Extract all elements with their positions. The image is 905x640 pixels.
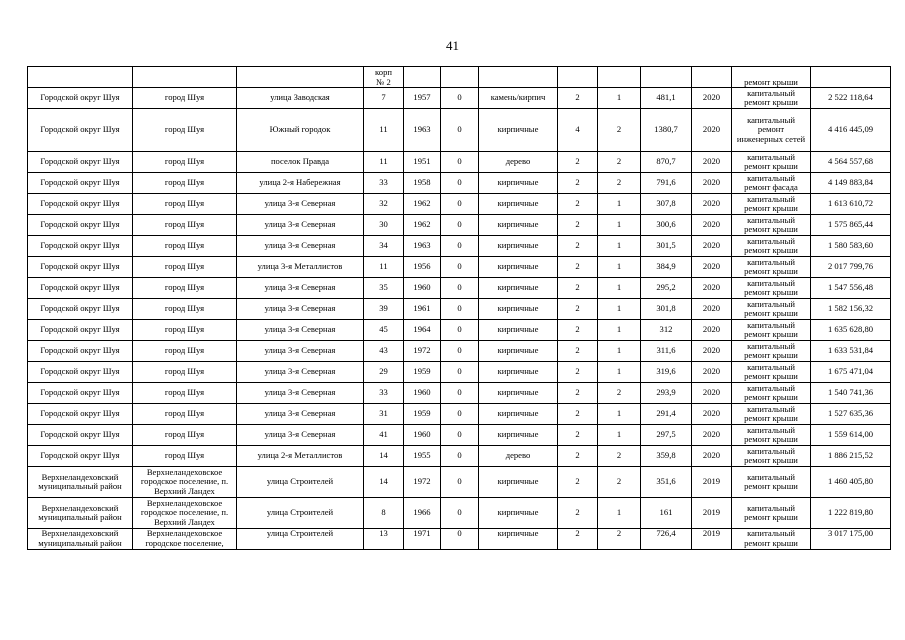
cell-cost: 1 582 156,32 (811, 299, 891, 320)
cell-wall-material: кирпичные (479, 383, 558, 404)
cell-year-built: 1962 (404, 194, 441, 215)
cell-wall-material: дерево (479, 152, 558, 173)
cell-municipality: Городской округ Шуя (28, 446, 133, 467)
cell-settlement: город Шуя (133, 215, 237, 236)
cell-settlement: город Шуя (133, 383, 237, 404)
cell-municipality: Городской округ Шуя (28, 299, 133, 320)
cell-year-plan: 2020 (692, 383, 732, 404)
cell-entrances: 2 (598, 529, 641, 550)
cell-area: 726,4 (641, 529, 692, 550)
cell-cost: 1 547 556,48 (811, 278, 891, 299)
cell-entrances: 1 (598, 425, 641, 446)
cell-year-plan: 2020 (692, 425, 732, 446)
cell-cost: 1 527 635,36 (811, 404, 891, 425)
cell-municipality: Верхнеландеховский муниципальный район (28, 498, 133, 529)
cell-entrances: 2 (598, 446, 641, 467)
cell-work-type: капитальный ремонт крыши (732, 278, 811, 299)
cell-year-renovated: 0 (441, 236, 479, 257)
cell-house-number: 39 (364, 299, 404, 320)
cell-wall-material: камень/кирпич (479, 88, 558, 109)
cell-house-number: 11 (364, 257, 404, 278)
cell-entrances: 1 (598, 194, 641, 215)
cell-work-type: капитальный ремонт крыши (732, 498, 811, 529)
cell-work-type: капитальный ремонт крыши (732, 257, 811, 278)
cell-area (641, 67, 692, 88)
cell-area: 297,5 (641, 425, 692, 446)
cell-year-built: 1972 (404, 467, 441, 498)
cell-year-built: 1960 (404, 425, 441, 446)
cell-cost: 2 017 799,76 (811, 257, 891, 278)
cell-settlement: город Шуя (133, 88, 237, 109)
cell-year-plan: 2020 (692, 446, 732, 467)
cell-year-built: 1955 (404, 446, 441, 467)
cell-floors: 2 (558, 425, 598, 446)
cell-street: улица 3-я Северная (237, 404, 364, 425)
cell-year-plan: 2020 (692, 173, 732, 194)
cell-settlement: Верхнеландеховское городское поселение, (133, 529, 237, 550)
cell-entrances: 1 (598, 278, 641, 299)
cell-area: 359,8 (641, 446, 692, 467)
cell-area: 384,9 (641, 257, 692, 278)
cell-year-renovated: 0 (441, 278, 479, 299)
cell-year-built: 1972 (404, 341, 441, 362)
cell-year-renovated: 0 (441, 215, 479, 236)
cell-work-type: капитальный ремонт крыши (732, 299, 811, 320)
cell-street: улица 3-я Северная (237, 341, 364, 362)
cell-work-type: капитальный ремонт крыши (732, 425, 811, 446)
cell-street: улица 3-я Северная (237, 215, 364, 236)
cell-entrances: 1 (598, 215, 641, 236)
table-body (28, 67, 891, 550)
cell-cost: 1 540 741,36 (811, 383, 891, 404)
cell-settlement: город Шуя (133, 173, 237, 194)
cell-entrances: 1 (598, 404, 641, 425)
cell-municipality: Городской округ Шуя (28, 215, 133, 236)
cell-street (237, 67, 364, 88)
cell-street: Южный городок (237, 109, 364, 152)
cell-wall-material: кирпичные (479, 425, 558, 446)
cell-work-type: капитальный ремонт крыши (732, 194, 811, 215)
cell-municipality (28, 67, 133, 88)
cell-municipality: Городской округ Шуя (28, 236, 133, 257)
cell-house-number: 33 (364, 383, 404, 404)
cell-floors: 2 (558, 362, 598, 383)
cell-year-renovated: 0 (441, 498, 479, 529)
table-row (28, 529, 891, 550)
cell-settlement: Верхнеландеховское городское поселение, п. Верхний Ландех (133, 498, 237, 529)
cell-entrances: 1 (598, 320, 641, 341)
cell-area: 351,6 (641, 467, 692, 498)
table-row (28, 67, 891, 88)
cell-street: улица 3-я Северная (237, 383, 364, 404)
cell-cost: 1 460 405,80 (811, 467, 891, 498)
cell-house-number: 35 (364, 278, 404, 299)
page-number: 41 (446, 38, 459, 53)
table-row (28, 467, 891, 498)
cell-municipality: Городской округ Шуя (28, 109, 133, 152)
cell-settlement: город Шуя (133, 362, 237, 383)
cell-floors: 2 (558, 215, 598, 236)
cell-area: 293,9 (641, 383, 692, 404)
cell-floors: 2 (558, 383, 598, 404)
cell-municipality: Городской округ Шуя (28, 404, 133, 425)
cell-area: 791,6 (641, 173, 692, 194)
cell-street: улица Строителей (237, 467, 364, 498)
cell-floors: 2 (558, 404, 598, 425)
cell-area: 481,1 (641, 88, 692, 109)
cell-year-renovated: 0 (441, 152, 479, 173)
table-row (28, 109, 891, 152)
cell-work-type: капитальный ремонт крыши (732, 236, 811, 257)
table-row (28, 299, 891, 320)
cell-settlement: город Шуя (133, 257, 237, 278)
cell-municipality: Городской округ Шуя (28, 383, 133, 404)
cell-house-number: 14 (364, 446, 404, 467)
cell-floors: 2 (558, 88, 598, 109)
cell-cost: 1 635 628,80 (811, 320, 891, 341)
cell-house-number: 11 (364, 152, 404, 173)
cell-year-built: 1951 (404, 152, 441, 173)
cell-settlement: город Шуя (133, 278, 237, 299)
cell-house-number: 7 (364, 88, 404, 109)
cell-municipality: Городской округ Шуя (28, 194, 133, 215)
cell-work-type: капитальный ремонт крыши (732, 88, 811, 109)
cell-year-plan: 2020 (692, 236, 732, 257)
table-row (28, 173, 891, 194)
cell-street: поселок Правда (237, 152, 364, 173)
cell-floors: 2 (558, 320, 598, 341)
cell-cost (811, 67, 891, 88)
cell-house-number: 33 (364, 173, 404, 194)
cell-house-number: 32 (364, 194, 404, 215)
cell-house-number: 41 (364, 425, 404, 446)
cell-cost: 1 559 614,00 (811, 425, 891, 446)
cell-municipality: Городской округ Шуя (28, 152, 133, 173)
cell-year-built: 1958 (404, 173, 441, 194)
cell-house-number: 11 (364, 109, 404, 152)
cell-wall-material: кирпичные (479, 362, 558, 383)
table-row (28, 152, 891, 173)
cell-street: улица 3-я Северная (237, 299, 364, 320)
cell-floors: 2 (558, 173, 598, 194)
cell-area: 307,8 (641, 194, 692, 215)
cell-floors: 2 (558, 278, 598, 299)
cell-year-plan: 2020 (692, 215, 732, 236)
cell-year-renovated: 0 (441, 446, 479, 467)
cell-year-renovated: 0 (441, 341, 479, 362)
cell-area: 319,6 (641, 362, 692, 383)
cell-street: улица Заводская (237, 88, 364, 109)
cell-entrances: 2 (598, 467, 641, 498)
cell-entrances (598, 67, 641, 88)
cell-municipality: Городской округ Шуя (28, 257, 133, 278)
table-row (28, 362, 891, 383)
cell-work-type: капитальный ремонт крыши (732, 467, 811, 498)
cell-year-plan: 2019 (692, 529, 732, 550)
cell-municipality: Городской округ Шуя (28, 341, 133, 362)
cell-floors: 4 (558, 109, 598, 152)
cell-year-renovated: 0 (441, 257, 479, 278)
table-row (28, 425, 891, 446)
cell-cost: 1 222 819,80 (811, 498, 891, 529)
cell-work-type: капитальный ремонт крыши (732, 404, 811, 425)
cell-year-renovated: 0 (441, 362, 479, 383)
table-row (28, 278, 891, 299)
cell-cost: 1 580 583,60 (811, 236, 891, 257)
cell-municipality: Городской округ Шуя (28, 278, 133, 299)
cell-work-type: капитальный ремонт инженерных сетей (732, 109, 811, 152)
cell-work-type: капитальный ремонт крыши (732, 383, 811, 404)
cell-entrances: 1 (598, 498, 641, 529)
cell-street: улица 3-я Северная (237, 194, 364, 215)
cell-wall-material: кирпичные (479, 404, 558, 425)
table-row (28, 341, 891, 362)
cell-house-number: 30 (364, 215, 404, 236)
cell-work-type: ремонт крыши (732, 67, 811, 88)
cell-year-plan: 2020 (692, 152, 732, 173)
cell-house-number: 31 (364, 404, 404, 425)
cell-cost: 1 633 531,84 (811, 341, 891, 362)
cell-street: улица Строителей (237, 529, 364, 550)
cell-work-type: капитальный ремонт крыши (732, 152, 811, 173)
cell-municipality: Городской округ Шуя (28, 362, 133, 383)
cell-wall-material: кирпичные (479, 498, 558, 529)
cell-floors: 2 (558, 467, 598, 498)
cell-house-number: 29 (364, 362, 404, 383)
cell-municipality: Городской округ Шуя (28, 425, 133, 446)
cell-entrances: 2 (598, 152, 641, 173)
cell-settlement: город Шуя (133, 404, 237, 425)
cell-floors: 2 (558, 299, 598, 320)
cell-wall-material: кирпичные (479, 194, 558, 215)
cell-settlement: город Шуя (133, 236, 237, 257)
cell-settlement: Верхнеландеховское городское поселение, п. Верхний Ландех (133, 467, 237, 498)
cell-floors: 2 (558, 152, 598, 173)
cell-cost: 4 149 883,84 (811, 173, 891, 194)
cell-wall-material: кирпичные (479, 173, 558, 194)
cell-year-plan: 2020 (692, 278, 732, 299)
cell-street: улица 3-я Северная (237, 278, 364, 299)
cell-year-plan: 2020 (692, 88, 732, 109)
table-row (28, 383, 891, 404)
cell-year-plan: 2020 (692, 341, 732, 362)
cell-entrances: 1 (598, 362, 641, 383)
cell-entrances: 2 (598, 173, 641, 194)
cell-wall-material (479, 67, 558, 88)
cell-area: 1380,7 (641, 109, 692, 152)
cell-year-built: 1959 (404, 404, 441, 425)
cell-street: улица 3-я Северная (237, 362, 364, 383)
cell-cost: 4 416 445,09 (811, 109, 891, 152)
cell-cost: 1 886 215,52 (811, 446, 891, 467)
cell-work-type: капитальный ремонт крыши (732, 341, 811, 362)
cell-wall-material: кирпичные (479, 320, 558, 341)
cell-house-number: 13 (364, 529, 404, 550)
cell-area: 312 (641, 320, 692, 341)
cell-cost: 3 017 175,00 (811, 529, 891, 550)
cell-settlement: город Шуя (133, 299, 237, 320)
cell-cost: 4 564 557,68 (811, 152, 891, 173)
cell-floors: 2 (558, 341, 598, 362)
cell-street: улица 3-я Северная (237, 425, 364, 446)
cell-floors: 2 (558, 498, 598, 529)
cell-wall-material: кирпичные (479, 467, 558, 498)
table-row (28, 194, 891, 215)
cell-entrances: 2 (598, 383, 641, 404)
cell-year-built: 1961 (404, 299, 441, 320)
cell-year-renovated: 0 (441, 299, 479, 320)
cell-entrances: 1 (598, 341, 641, 362)
cell-house-number: 43 (364, 341, 404, 362)
cell-year-plan: 2019 (692, 467, 732, 498)
cell-year-plan: 2020 (692, 404, 732, 425)
table-row (28, 498, 891, 529)
cell-settlement: город Шуя (133, 194, 237, 215)
cell-municipality: Верхнеландеховский муниципальный район (28, 529, 133, 550)
cell-year-plan: 2020 (692, 299, 732, 320)
cell-municipality: Городской округ Шуя (28, 173, 133, 194)
cell-wall-material: кирпичные (479, 257, 558, 278)
table-row (28, 404, 891, 425)
cell-year-built: 1966 (404, 498, 441, 529)
cell-floors: 2 (558, 236, 598, 257)
cell-year-plan: 2020 (692, 109, 732, 152)
cell-year-plan: 2020 (692, 257, 732, 278)
cell-work-type: капитальный ремонт крыши (732, 529, 811, 550)
cell-floors: 2 (558, 257, 598, 278)
cell-street: улица 3-я Северная (237, 236, 364, 257)
cell-work-type: капитальный ремонт крыши (732, 215, 811, 236)
cell-house-number: 14 (364, 467, 404, 498)
cell-entrances: 1 (598, 299, 641, 320)
cell-wall-material: кирпичные (479, 215, 558, 236)
cell-year-renovated: 0 (441, 404, 479, 425)
cell-year-renovated: 0 (441, 194, 479, 215)
cell-year-built: 1959 (404, 362, 441, 383)
cell-work-type: капитальный ремонт фасада (732, 173, 811, 194)
table-row (28, 88, 891, 109)
cell-year-renovated: 0 (441, 320, 479, 341)
cell-entrances: 1 (598, 88, 641, 109)
cell-year-built: 1963 (404, 109, 441, 152)
cell-floors (558, 67, 598, 88)
cell-area: 291,4 (641, 404, 692, 425)
cell-settlement: город Шуя (133, 109, 237, 152)
cell-cost: 1 613 610,72 (811, 194, 891, 215)
cell-year-built: 1960 (404, 278, 441, 299)
cell-street: улица 3-я Металлистов (237, 257, 364, 278)
cell-municipality: Верхнеландеховский муниципальный район (28, 467, 133, 498)
cell-year-plan (692, 67, 732, 88)
cell-area: 161 (641, 498, 692, 529)
cell-wall-material: кирпичные (479, 278, 558, 299)
cell-work-type: капитальный ремонт крыши (732, 320, 811, 341)
cell-year-built: 1956 (404, 257, 441, 278)
table-row (28, 257, 891, 278)
table-row (28, 215, 891, 236)
cell-wall-material: кирпичные (479, 529, 558, 550)
cell-year-renovated: 0 (441, 109, 479, 152)
housing-repair-table (27, 66, 891, 550)
cell-year-built: 1962 (404, 215, 441, 236)
cell-floors: 2 (558, 529, 598, 550)
cell-floors: 2 (558, 446, 598, 467)
cell-settlement (133, 67, 237, 88)
cell-area: 295,2 (641, 278, 692, 299)
cell-year-renovated: 0 (441, 425, 479, 446)
cell-work-type: капитальный ремонт крыши (732, 446, 811, 467)
cell-area: 301,8 (641, 299, 692, 320)
cell-entrances: 2 (598, 109, 641, 152)
cell-year-plan: 2020 (692, 194, 732, 215)
cell-year-plan: 2020 (692, 362, 732, 383)
cell-year-renovated: 0 (441, 88, 479, 109)
cell-area: 300,6 (641, 215, 692, 236)
cell-street: улица 2-я Набережная (237, 173, 364, 194)
cell-municipality: Городской округ Шуя (28, 320, 133, 341)
cell-wall-material: кирпичные (479, 341, 558, 362)
cell-entrances: 1 (598, 236, 641, 257)
cell-cost: 1 575 865,44 (811, 215, 891, 236)
cell-area: 311,6 (641, 341, 692, 362)
table-row (28, 236, 891, 257)
cell-cost: 2 522 118,64 (811, 88, 891, 109)
cell-area: 301,5 (641, 236, 692, 257)
cell-year-built (404, 67, 441, 88)
cell-area: 870,7 (641, 152, 692, 173)
cell-settlement: город Шуя (133, 446, 237, 467)
cell-wall-material: кирпичные (479, 109, 558, 152)
cell-year-built: 1960 (404, 383, 441, 404)
cell-year-plan: 2020 (692, 320, 732, 341)
cell-house-number: 8 (364, 498, 404, 529)
table-row (28, 446, 891, 467)
cell-year-renovated (441, 67, 479, 88)
table-row (28, 320, 891, 341)
cell-floors: 2 (558, 194, 598, 215)
cell-entrances: 1 (598, 257, 641, 278)
cell-settlement: город Шуя (133, 152, 237, 173)
cell-year-built: 1964 (404, 320, 441, 341)
cell-house-number: 34 (364, 236, 404, 257)
cell-street: улица Строителей (237, 498, 364, 529)
cell-wall-material: кирпичные (479, 299, 558, 320)
cell-wall-material: дерево (479, 446, 558, 467)
cell-year-built: 1971 (404, 529, 441, 550)
cell-street: улица 2-я Металлистов (237, 446, 364, 467)
cell-year-renovated: 0 (441, 467, 479, 498)
cell-year-built: 1963 (404, 236, 441, 257)
cell-year-built: 1957 (404, 88, 441, 109)
cell-cost: 1 675 471,04 (811, 362, 891, 383)
cell-municipality: Городской округ Шуя (28, 88, 133, 109)
cell-house-number: корп № 2 (364, 67, 404, 88)
cell-year-renovated: 0 (441, 383, 479, 404)
cell-year-renovated: 0 (441, 173, 479, 194)
cell-house-number: 45 (364, 320, 404, 341)
cell-year-renovated: 0 (441, 529, 479, 550)
cell-year-plan: 2019 (692, 498, 732, 529)
cell-settlement: город Шуя (133, 320, 237, 341)
cell-settlement: город Шуя (133, 341, 237, 362)
cell-work-type: капитальный ремонт крыши (732, 362, 811, 383)
cell-wall-material: кирпичные (479, 236, 558, 257)
cell-settlement: город Шуя (133, 425, 237, 446)
cell-street: улица 3-я Северная (237, 320, 364, 341)
